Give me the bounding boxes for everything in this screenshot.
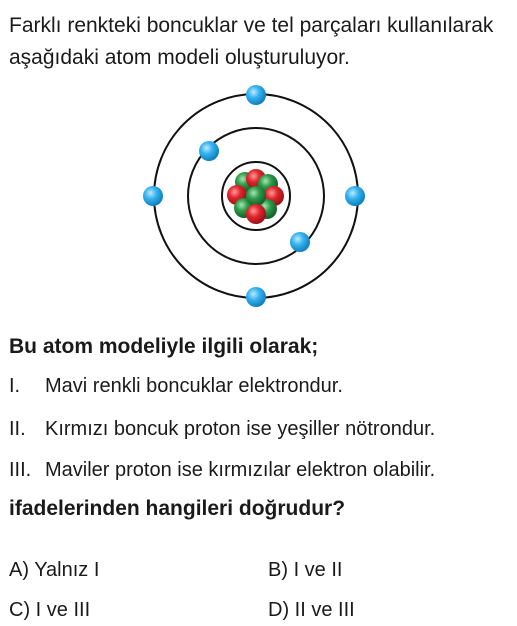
option-text: II ve III: [294, 599, 355, 621]
option-b[interactable]: [268, 559, 342, 582]
option-label: B): [268, 559, 288, 581]
statement-text: Maviler proton ise kırmızılar elektron olabilir.: [45, 459, 436, 481]
option-label: C): [9, 599, 31, 621]
proton-bead: [246, 204, 266, 224]
statement-text: Mavi renkli boncuklar elektrondur.: [45, 375, 343, 397]
statement-1: [9, 375, 343, 398]
electron-bead: [345, 186, 365, 206]
electron-bead: [143, 186, 163, 206]
electron-bead: [246, 287, 266, 307]
statement-number: II.: [9, 418, 26, 440]
statement-2: [9, 418, 435, 441]
statement-3: [9, 459, 435, 482]
statement-number: III.: [9, 459, 32, 481]
option-label: A): [9, 559, 29, 581]
option-text: I ve II: [293, 559, 343, 581]
option-d[interactable]: [268, 599, 355, 622]
option-text: I ve III: [35, 599, 91, 621]
statement-text: Kırmızı boncuk proton ise yeşiller nötrondur.: [45, 418, 436, 440]
intro-text: Farklı renkteki boncuklar ve tel parçaları kullanılarak aşağıdaki atom modeli oluşturuluyor.: [9, 14, 494, 69]
option-text: Yalnız I: [34, 559, 100, 581]
statement-number: I.: [9, 375, 21, 397]
option-c[interactable]: [9, 599, 90, 622]
electron-bead: [199, 141, 219, 161]
neutron-bead: [246, 186, 266, 206]
electron-bead: [246, 85, 266, 105]
nucleus: [227, 169, 284, 224]
electron-bead: [290, 232, 310, 252]
question-heading: Bu atom modeliyle ilgili olarak;: [9, 335, 319, 358]
question-ask: ifadelerinden hangileri doğrudur?: [9, 497, 346, 520]
option-label: D): [268, 599, 290, 621]
option-a[interactable]: [9, 559, 99, 582]
